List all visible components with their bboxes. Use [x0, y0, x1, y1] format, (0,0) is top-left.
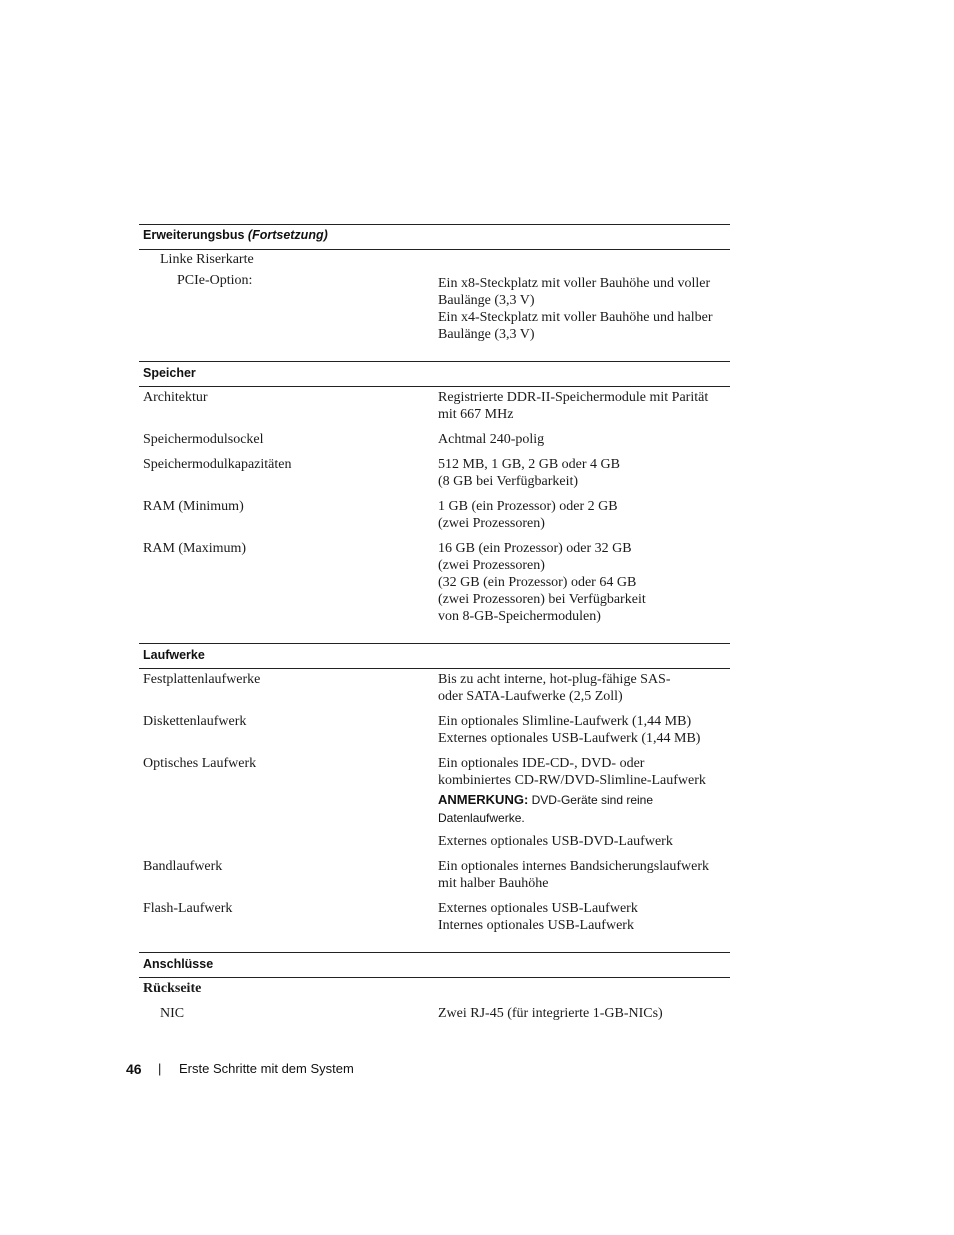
- value-speichermodulkapazitaeten: 512 MB, 1 GB, 2 GB oder 4 GB (8 GB bei Verfügbarkeit): [438, 457, 621, 489]
- section-heading-erweiterungsbus: [143, 227, 328, 243]
- value-nic: Zwei RJ-45 (für integrierte 1-GB-NICs): [438, 1006, 663, 1021]
- label-bandlaufwerk: Bandlaufwerk: [143, 859, 223, 874]
- section-top-rule: [139, 952, 730, 953]
- label-pcie-option: PCIe-Option:: [177, 273, 253, 288]
- label-flash-laufwerk: Flash-Laufwerk: [143, 901, 233, 916]
- value-optisches-laufwerk-extra: Externes optionales USB-DVD-Laufwerk: [438, 834, 673, 849]
- label-festplattenlaufwerke: Festplattenlaufwerke: [143, 672, 261, 687]
- section-top-rule: [139, 643, 730, 644]
- note-dvd-geraete: [438, 791, 730, 827]
- value-optisches-laufwerk: Ein optionales IDE-CD-, DVD- oder kombiniertes CD-RW/DVD-Slimline-Laufwerk: [438, 756, 706, 788]
- value-speichermodulsockel: Achtmal 240-polig: [438, 432, 545, 447]
- footer-separator: |: [158, 1061, 162, 1076]
- value-architektur: Registrierte DDR-II-Speichermodule mit Parität mit 667 MHz: [438, 390, 709, 422]
- section-header-rule: [139, 249, 730, 250]
- label-ram-minimum: RAM (Minimum): [143, 499, 244, 514]
- section-header-rule: [139, 977, 730, 978]
- section-title: Erweiterungsbus: [143, 228, 245, 242]
- footer-chapter-title: Erste Schritte mit dem System: [179, 1061, 354, 1076]
- section-header-rule: [139, 668, 730, 669]
- value-flash-laufwerk: Externes optionales USB-Laufwerk Internes optionales USB-Laufwerk: [438, 901, 638, 933]
- section-title-suffix: (Fortsetzung): [247, 228, 328, 242]
- value-diskettenlaufwerk: Ein optionales Slimline-Laufwerk (1,44 MB) Externes optionales USB-Laufwerk (1,44 MB): [438, 714, 701, 746]
- value-bandlaufwerk: Ein optionales internes Bandsicherungslaufwerk mit halber Bauhöhe: [438, 859, 709, 891]
- page-number: 46: [126, 1061, 142, 1077]
- section-top-rule: [139, 361, 730, 362]
- label-speichermodulkapazitaeten: Speichermodulkapazitäten: [143, 457, 292, 472]
- section-heading-anschluesse: Anschlüsse: [143, 957, 214, 971]
- value-ram-minimum: 1 GB (ein Prozessor) oder 2 GB (zwei Prozessoren): [438, 499, 618, 531]
- value-pcie-option: Ein x8-Steckplatz mit voller Bauhöhe und voller Baulänge (3,3 V) Ein x4-Steckplatz mit voller Bauhöhe und halber Baulänge (3,3 V): [438, 276, 713, 342]
- label-optisches-laufwerk: Optisches Laufwerk: [143, 756, 257, 771]
- label-architektur: Architektur: [143, 390, 208, 405]
- value-festplattenlaufwerke: Bis zu acht interne, hot-plug-fähige SAS- oder SATA-Laufwerke (2,5 Zoll): [438, 672, 671, 704]
- label-ram-maximum: RAM (Maximum): [143, 541, 247, 556]
- label-diskettenlaufwerk: Diskettenlaufwerk: [143, 714, 247, 729]
- section-header-rule: [139, 386, 730, 387]
- label-speichermodulsockel: Speichermodulsockel: [143, 432, 264, 447]
- section-heading-laufwerke: Laufwerke: [143, 648, 205, 662]
- label-nic: NIC: [160, 1006, 185, 1021]
- section-top-rule: [139, 224, 730, 225]
- value-ram-maximum: 16 GB (ein Prozessor) oder 32 GB (zwei Prozessoren) (32 GB (ein Prozessor) oder 64 GB (zwei Prozessoren) bei Verfügbarkeit von 8-GB-Speichermodulen): [438, 541, 646, 624]
- section-heading-speicher: Speicher: [143, 366, 196, 380]
- note-text: DVD-Geräte sind reine Datenlaufwerke.: [438, 793, 654, 825]
- label-rueckseite: Rückseite: [143, 981, 202, 996]
- note-label: ANMERKUNG:: [438, 792, 529, 807]
- label-linke-riserkarte: Linke Riserkarte: [160, 252, 254, 267]
